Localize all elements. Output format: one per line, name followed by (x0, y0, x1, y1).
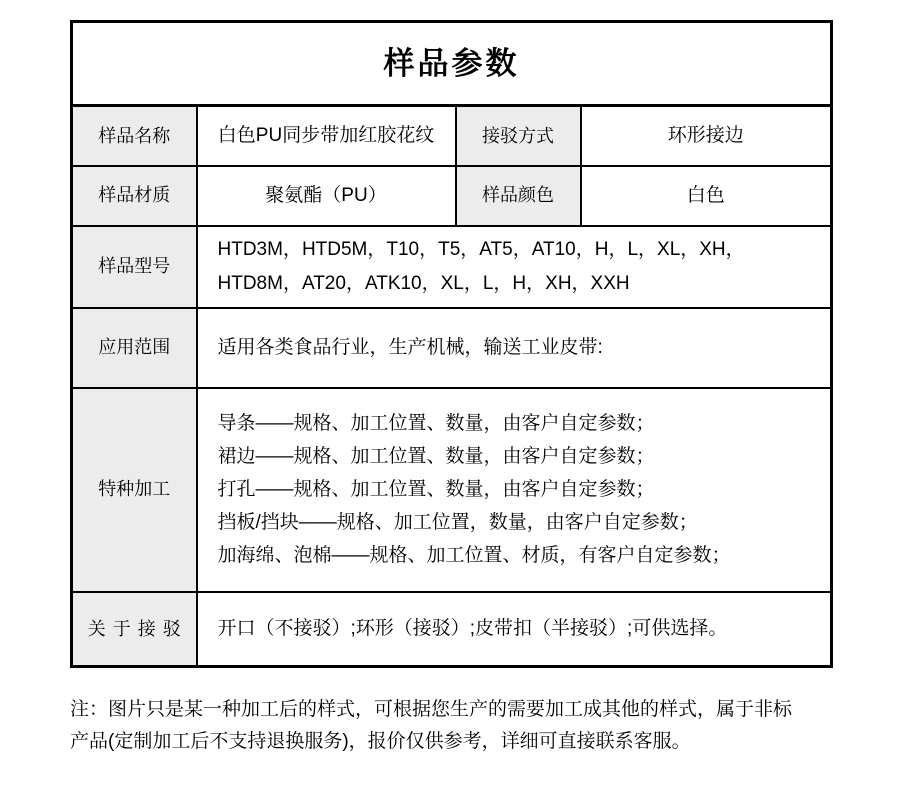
table-title: 样品参数 (72, 22, 832, 106)
label-special-processing: 特种加工 (72, 388, 197, 592)
row-sample-name (72, 106, 832, 166)
row-sample-material (72, 166, 832, 226)
value-sample-model (197, 226, 832, 308)
row-about-joint (72, 592, 832, 667)
value-about-joint: 开口（不接驳）;环形（接驳）;皮带扣（半接驳）;可供选择。 (197, 592, 832, 667)
special-line-3: 打孔——规格、加工位置、数量，由客户自定参数； (217, 479, 655, 500)
label-sample-name: 样品名称 (72, 106, 197, 166)
value-sample-name: 白色PU同步带加红胶花纹 (197, 106, 456, 166)
label-joint-method: 接驳方式 (456, 106, 581, 166)
special-line-2: 裙边——规格、加工位置、数量，由客户自定参数； (217, 446, 655, 467)
row-special-processing (72, 388, 832, 592)
label-sample-material: 样品材质 (72, 166, 197, 226)
model-line-2: HTD8M，AT20，ATK10，XL，L，H，XH，XXH (217, 272, 630, 294)
value-joint-method: 环形接边 (581, 106, 832, 166)
row-sample-model (72, 226, 832, 308)
model-line-1: HTD3M，HTD5M，T10，T5，AT5，AT10，H，L，XL，XH， (217, 238, 745, 260)
special-line-5: 加海绵、泡棉——规格、加工位置、材质，有客户自定参数； (217, 545, 731, 566)
value-sample-color: 白色 (581, 166, 832, 226)
label-about-joint: 关于接驳 (72, 592, 197, 667)
footer-note: 注：图片只是某一种加工后的样式，可根据您生产的需要加工成其他的样式，属于非标产品(定制加工后不支持退换服务)，报价仅供参考，详细可直接联系客服。 (70, 699, 793, 752)
sample-parameters-table (70, 20, 833, 668)
label-sample-color: 样品颜色 (456, 166, 581, 226)
special-line-4: 挡板/挡块——规格、加工位置，数量，由客户自定参数； (217, 512, 698, 533)
label-application-scope: 应用范围 (72, 308, 197, 388)
title-row (72, 22, 832, 106)
special-line-1: 导条——规格、加工位置、数量，由客户自定参数； (217, 413, 655, 434)
row-application-scope (72, 308, 832, 388)
value-special-processing (197, 388, 832, 592)
value-sample-material: 聚氨酯（PU） (197, 166, 456, 226)
label-sample-model: 样品型号 (72, 226, 197, 308)
value-application-scope: 适用各类食品行业，生产机械，输送工业皮带: (197, 308, 832, 388)
